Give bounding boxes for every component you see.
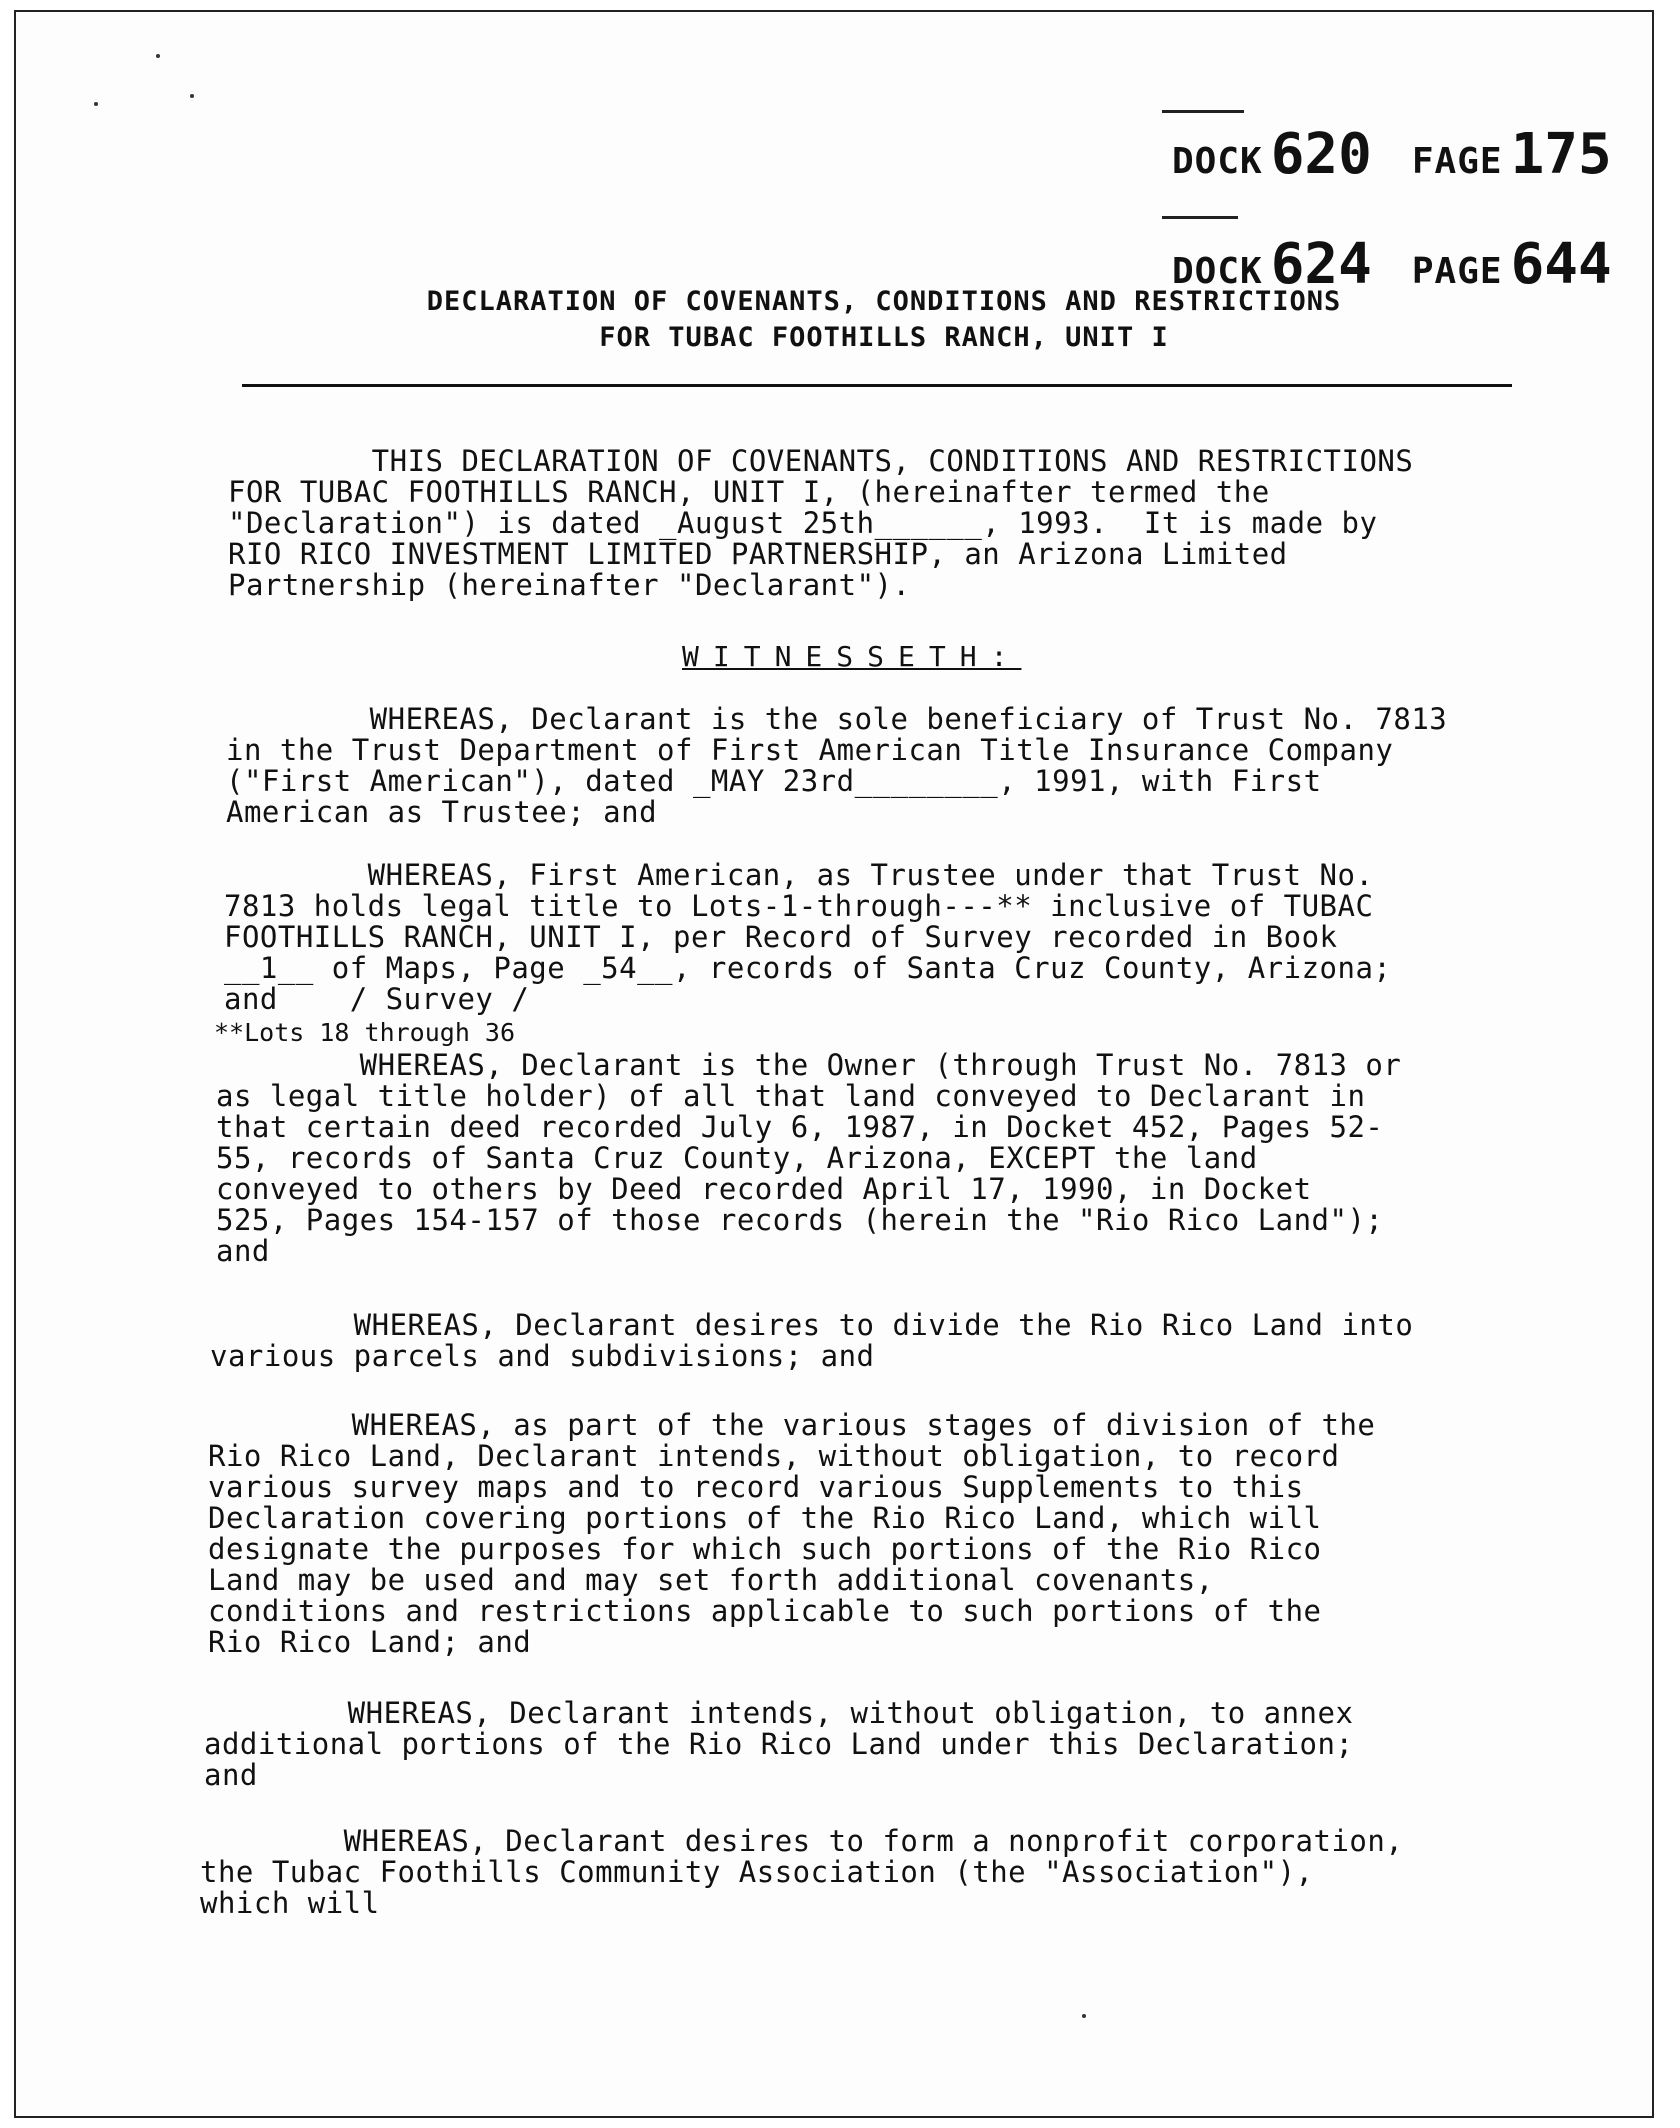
scan-speck — [156, 54, 160, 58]
stamp-book-number: 620 — [1270, 122, 1372, 187]
stamp-page-number: 175 — [1510, 122, 1612, 187]
document-title — [354, 284, 1414, 356]
title-line-2: FOR TUBAC FOOTHILLS RANCH, UNIT I — [599, 322, 1169, 353]
whereas-paragraph-1: WHEREAS, Declarant is the sole beneficiary of Trust No. 7813 in the Trust Department of First American Title Insurance Company ("First American"), dated _MAY 23rd________, 1991, with First American as Trustee; and — [226, 702, 1448, 829]
stamp-rule-top — [1162, 110, 1244, 113]
stamp-rule-middle — [1162, 216, 1238, 219]
scan-speck — [190, 94, 194, 98]
stamp-book-label: DOCK — [1172, 141, 1263, 182]
document-page — [14, 10, 1654, 2118]
witnesseth-heading: WITNESSETH: — [682, 640, 1022, 673]
title-divider — [242, 384, 1512, 387]
stamp-page-label: PAGE — [1411, 251, 1503, 292]
whereas-paragraph-2: WHEREAS, First American, as Trustee under that Trust No. 7813 holds legal title to Lots-1-through---** inclusive of TUBAC FOOTHILLS RANCH, UNIT I, per Record of Survey recorded in Book __1__ of Maps, Page _54__, records of Santa Cruz County, Arizona; and / Survey / — [224, 858, 1392, 1016]
scan-speck — [1082, 2014, 1086, 2018]
docket-stamp-1 — [1172, 122, 1652, 187]
title-line-1: DECLARATION OF COVENANTS, CONDITIONS AND RESTRICTIONS — [426, 286, 1342, 317]
intro-paragraph: THIS DECLARATION OF COVENANTS, CONDITIONS AND RESTRICTIONS FOR TUBAC FOOTHILLS RANCH, UNIT I, (hereinafter termed the "Declaration") is dated _August 25th______, 1993. It is made by RIO RICO INVESTMENT LIMITED PARTNERSHIP, an Arizona Limited Partnership (hereinafter "Declarant"). — [228, 444, 1414, 602]
stamp-page-label: FAGE — [1411, 141, 1503, 182]
whereas-paragraph-3: WHEREAS, Declarant is the Owner (through Trust No. 7813 or as legal title holder) of all that land conveyed to Declarant in that certain deed recorded July 6, 1987, in Docket 452, Pages 52- 55, records of Santa Cruz County, Arizona, EXCEPT the land conveyed to others by Deed recorded April 17, 1990, in Docket 525, Pages 154-157 of those records (herein the "Rio Rico Land"); and — [216, 1048, 1402, 1268]
whereas-paragraph-7: WHEREAS, Declarant desires to form a nonprofit corporation, the Tubac Foothills Community Association (the "Association"), which will — [200, 1824, 1404, 1920]
stamp-book-label: DOCK — [1172, 251, 1263, 292]
stamp-book-number: 624 — [1270, 232, 1372, 297]
whereas-paragraph-4: WHEREAS, Declarant desires to divide the Rio Rico Land into various parcels and subdivisions; and — [210, 1308, 1414, 1373]
stamp-page-number: 644 — [1510, 232, 1612, 297]
lots-handwritten-note: **Lots 18 through 36 — [214, 1018, 516, 1047]
whereas-paragraph-6: WHEREAS, Declarant intends, without obligation, to annex additional portions of the Rio Rico Land under this Declaration; and — [204, 1696, 1354, 1792]
whereas-paragraph-5: WHEREAS, as part of the various stages of division of the Rio Rico Land, Declarant intends, without obligation, to record various survey maps and to record various Supplements to this Declaration covering portions of the Rio Rico Land, which will designate the purposes for which such portions of the Rio Rico Land may be used and may set forth additional covenants, conditions and restrictions applicable to such portions of the Rio Rico Land; and — [208, 1408, 1376, 1659]
scan-speck — [94, 102, 98, 106]
